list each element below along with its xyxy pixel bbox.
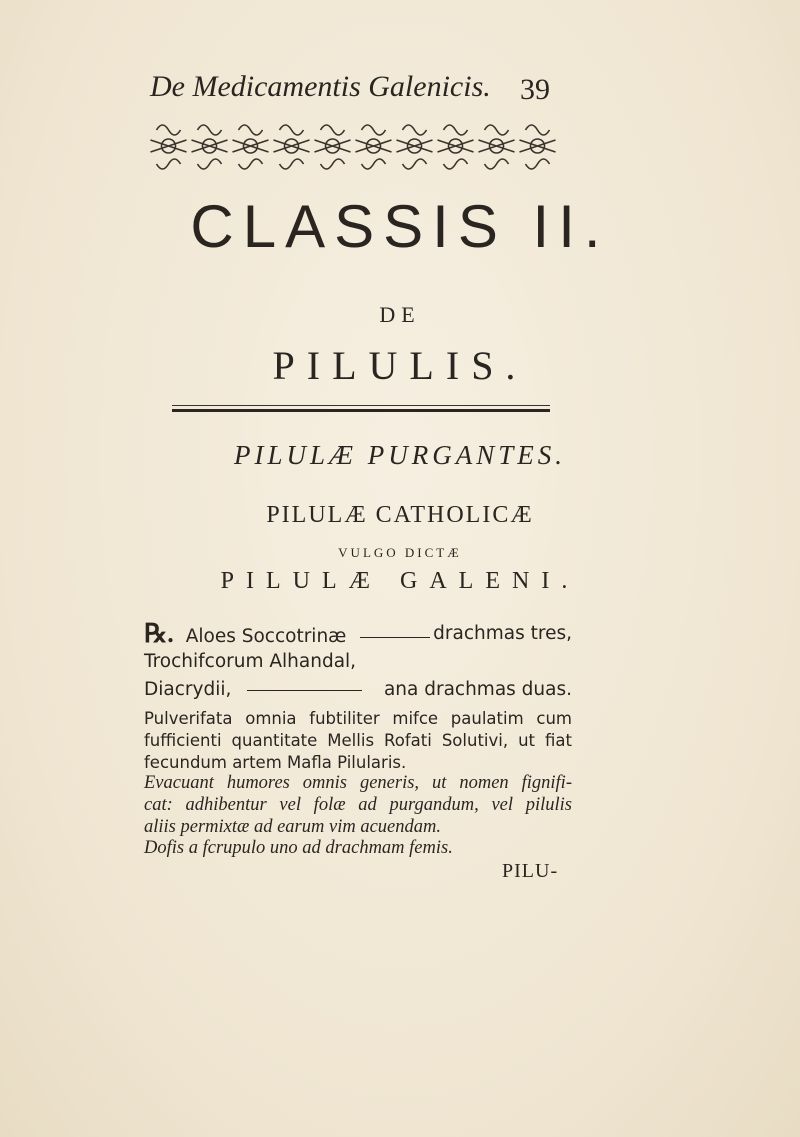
recipe-line-2: [144, 649, 572, 675]
instructions-paragraph: [144, 708, 572, 774]
page-number: 39: [520, 73, 550, 106]
usage-paragraph: [144, 772, 572, 838]
italic-line: Evacuant humores omnis generis, ut nomen fignifi-: [144, 773, 572, 793]
ornament-band: [148, 116, 558, 178]
ingredient: Diacrydii,: [144, 679, 232, 700]
running-title: De Medicamentis Galenicis.: [150, 70, 491, 103]
quantity: drachmas tres,: [433, 623, 572, 644]
section-title: PILULÆ PURGANTES.: [233, 440, 566, 470]
recipe-symbol: ℞.: [144, 619, 174, 648]
divider-thin: [172, 405, 550, 406]
vulgo-line: VULGO DICTÆ: [338, 545, 462, 560]
recipe-line-1: [144, 621, 572, 650]
italic-line: cat: adhibentur vel folæ ad purgandum, vel pilulis: [144, 795, 572, 815]
paragraph-line: Pulverifata omnia fubtiliter mifce paulatim cum: [144, 709, 572, 728]
recipe-line-3: [144, 677, 572, 703]
dash-rule: [247, 690, 362, 691]
dash-rule: [360, 637, 430, 638]
quantity: ana drachmas duas.: [383, 679, 572, 700]
ingredient: Trochifcorum Alhandal,: [144, 651, 357, 672]
italic-line: aliis permixtæ ad earum vim acuendam.: [144, 817, 441, 837]
paragraph-line: fufficienti quantitate Mellis Rofati Solutivi, ut fiat: [144, 731, 572, 750]
galeni-line: PILULÆ GALENI.: [220, 568, 580, 594]
dosage-line: Dofis a fcrupulo uno ad drachmam femis.: [144, 838, 453, 858]
ingredient: Aloes Soccotrinæ: [185, 626, 347, 647]
recipe-title: PILULÆ CATHOLICÆ: [266, 502, 534, 528]
catchword: PILU-: [502, 860, 559, 882]
class-heading: CLASSIS II.: [190, 193, 610, 260]
paragraph-line: fecundum artem Mafla Pilularis.: [144, 753, 407, 772]
de-heading: DE: [379, 302, 421, 327]
pilulis-heading: PILULIS.: [272, 343, 528, 388]
divider-thick: [172, 409, 550, 412]
